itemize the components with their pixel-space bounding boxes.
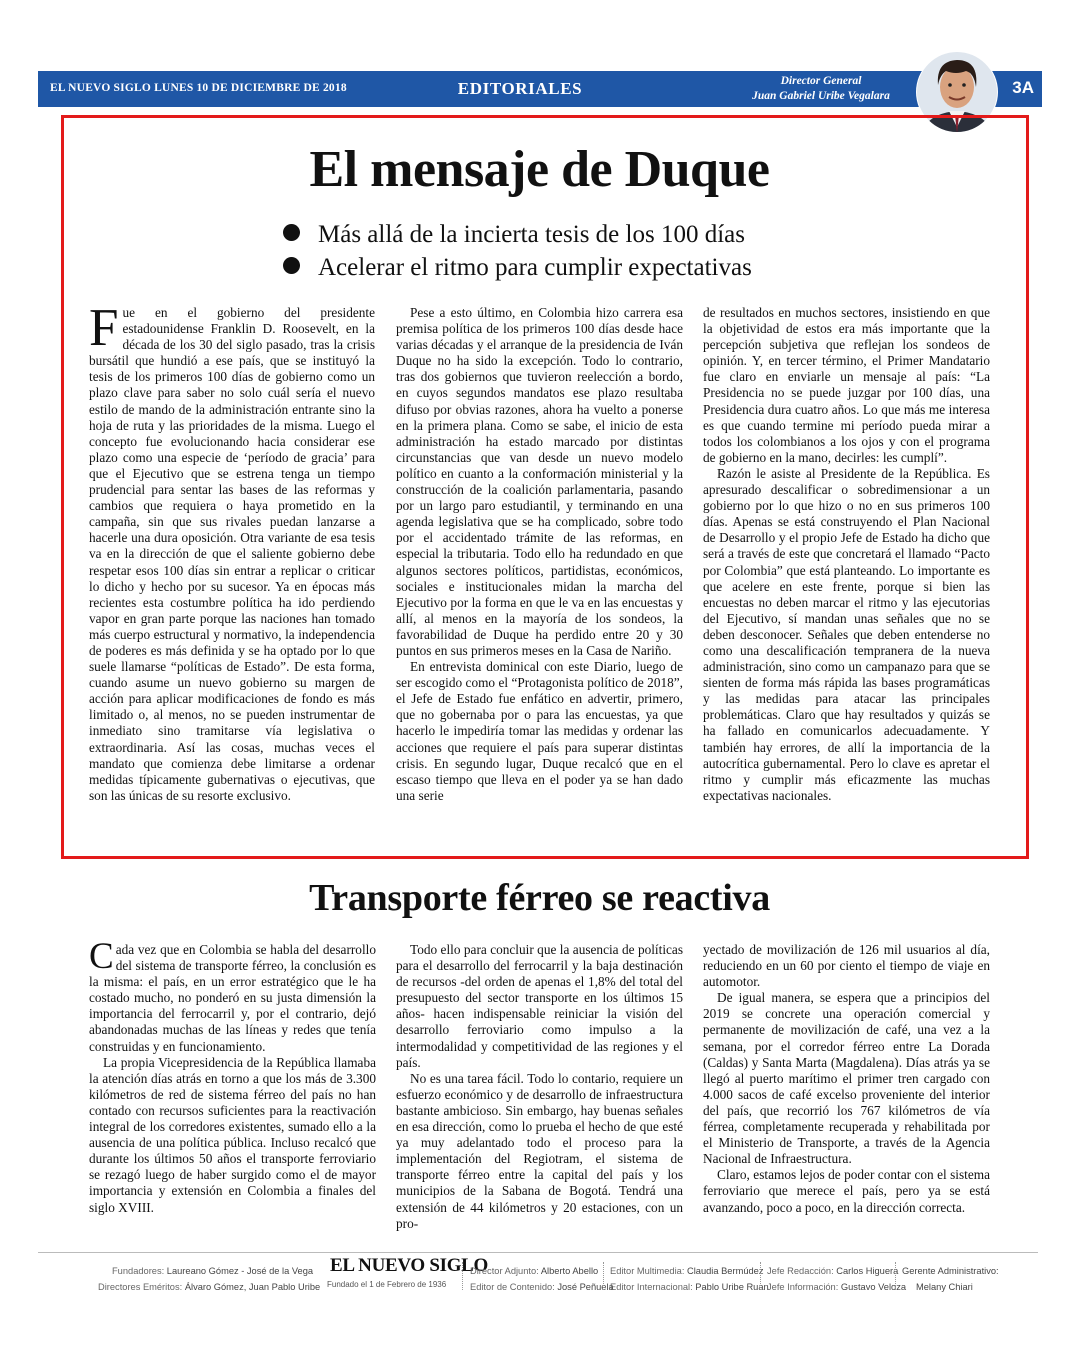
footer-multimedia: Editor Multimedia: Claudia Bermúdez <box>610 1266 764 1276</box>
bullet-dot-icon <box>283 257 300 274</box>
divider <box>603 1262 604 1290</box>
subhead-bullet: Más allá de la incierta tesis de los 100 días <box>283 219 745 251</box>
page-number: 3A <box>1012 78 1034 97</box>
editorial-title: Transporte férreo se reactiva <box>309 877 770 919</box>
footer-adjunto: Director Adjunto: Alberto Abello <box>470 1266 599 1276</box>
director-title: Director General <box>780 75 862 87</box>
director-block <box>706 74 936 104</box>
footer-rule <box>38 1252 1038 1253</box>
editorial-column-1: Fue en el gobierno del presidente estadounidense Franklin D. Roosevelt, en la década de los 30 del siglo pasado, tras la crisis bursátil que hundió a ese país, que se instituyó la tesis de los primeros 100 días de gobierno como un plazo clave para saber no solo cuál sería el nuevo estilo de mando de la administración entrante sino la hoja de ruta y las prioridades de la misma. Luego el concepto fue evolucionando hacia considerar ese plazo como una especie de ‘período de gracia’ para que el Ejecutivo que se estrena tenga un tiempo prudencial para sentar las bases de las reformas y cambios que requiera o haya prometido en la campaña, sin que sus rivales puedan lanzarse a hacerle una dura oposición. Otra variante de esa tesis va en la dirección de que el saliente gobierno debe respetar esos 100 días sin entrar a replicar o criticar lo dicho y hecho por su sucesor. Ya en épocas más recientes esta costumbre política ha ido perdiendo vapor en gran parte porque las naciones han tomado más cuerpo estructural y normativo, la independencia de poderes es más definida y se ha optado por lo que suele llamarse “políticas de Estado”. De esta forma, cuando asume un nuevo gobierno su margen de acción para aplicar modificaciones de fondo es más limitado o, al menos, no se pueden instrumentar de inmediato sino tramitarse vía legislativa o extraordinaria. Así las cosas, muchas veces el mandato que comienza debe limitarse a ordenar medidas típicamente gubernativas o ejecutivas, que son las únicas de su resorte exclusivo. <box>89 299 375 803</box>
footer-contenido: Editor de Contenido: José Peñuela <box>470 1282 614 1292</box>
divider <box>760 1262 761 1290</box>
footer-gerente: Gerente Administrativo: <box>902 1266 999 1276</box>
footer-emeritus: Directores Eméritos: Álvaro Gómez, Juan Pablo Uribe <box>98 1282 321 1292</box>
editorial-column-3: de resultados en muchos sectores, insistiendo en que la objetividad de estos era más importante que la percepción subjetiva que reflejan los sondeos de opinión. Y, en tercer término, el Primer Mandatario fue claro en enviarle un mensaje al país: “La Presidencia no se puede juzgar por 100 días, una Presidencia dura cuatro años. Lo que más me interesa es que cuando termine mi período pueda mirar a todos los colombianos a los ojos y con el programa de gobierno en la mano, decirles: les cumplí”. Razón le asiste al Presidente de la República. Es apresurado descalificar o sobredimensionar a un gobierno por lo que hizo o no en sus primeros 100 días. Apenas se está construyendo el Plan Nacional de Desarrollo y el propio Jefe de Estado ha dicho que será a través de este que concretará el llamado “Pacto por Colombia” que está planteando. Lo importante es que acelere en este frente, porque si bien las encuestas no deben marcar el ritmo y las ejecutorias del Ejecutivo, sí mandan unas señales que no se deben desconocer. Señales que deben entenderse no como una descalificación tempranera de la nueva administración, sino como un campanazo para que se sienten de forma más rápida las bases programáticas y las medidas para atacar las principales problemáticas. Claro que hay resultados y quizás se ha fallado en comunicarlos adecuadamente. Y también hay errores, de allí la importancia de la autocrítica gubernamental. Pero lo clave es apretar el ritmo y cumplir más eficazmente las muchas expectativas nacionales. <box>703 305 990 803</box>
editorial-column-2: Pese a esto último, en Colombia hizo carrera esa premisa política de los primeros 100 días desde hace varias décadas y el arranque de la presidencia de Iván Duque no ha sido la excepción. Todo lo contrario, tras dos gobiernos que tuvieron reelección a bordo, en cuyos segundos mandatos ese plazo resultaba difuso por obvias razones, ahora ha vuelto a ponerse en la primera plana. Como se sabe, el inicio de esta administración ha estado marcado por distintas circunstancias que van desde un nuevo modelo político en cuanto a la conformación ministerial y la construcción de la coalición parlamentaria, pasando por un largo paro estudiantil, y terminando en una agenda legislativa que se ha complicado, sobre todo por el accidentado trámite de las reformas, en especial la tributaria. Todo ello ha redundado en que algunos sectores políticos, partidistas, económicos, sociales e institucionales midan la marcha del Ejecutivo por la forma en que le va en las encuestas y allí, al menos en la mayoría de los sondeos, la favorabilidad de Duque ha perdido entre 20 y 30 puntos en sus primeros meses en la Casa de Nariño. En entrevista dominical con este Diario, luego de ser escogido como el “Protagonista político de 2018”, el Jefe de Estado fue enfático en advertir, primero, que no gobernaba por o para las encuestas, ya que hacerlo le impediría tomar las medidas y ordenar las acciones que requiere el país para superar distintas crisis. En segundo lugar, Duque recalcó que en el escaso tiempo que lleva en el poder ya se han dado una serie <box>396 305 683 803</box>
header-bar <box>38 71 1042 107</box>
footer-internacional: Editor Internacional: Pablo Uribe Ruan <box>610 1282 769 1292</box>
drop-cap: F <box>89 299 119 357</box>
footer-redaccion: Jefe Redacción: Carlos Higuera <box>767 1266 899 1276</box>
footer-informacion: Jefe Información: Gustavo Veloza <box>767 1282 907 1292</box>
editorial-column-1: Cada vez que en Colombia se habla del desarrollo del sistema de transporte férreo, la conclusión es la misma: el país, en un error estratégico que le ha costado mucho, no ponderó en su justa dimensión la importancia del ferrocarril y, por el contrario, dejó abandonadas muchas de las líneas y redes que tenía construidas y en funcionamiento. La propia Vicepresidencia de la República llamaba la atención días atrás en torno a que los más de 3.300 kilómetros de red de sistema férreo del país no han contado con recursos suficientes para la reactivación integral de los corredores existentes, sumado ello a la ausencia de una política pública. Incluso recalcó que durante los últimos 50 años el transporte ferroviario se rezagó luego de haber surgido como el de mayor importancia y extensión en Colombia a finales del siglo XVIII. <box>89 936 376 1215</box>
footer-gerente-name: Melany Chiari <box>916 1282 973 1292</box>
editorial-column-3: yectado de movilización de 126 mil usuarios al día, reduciendo en un 60 por ciento el tiempo de viaje en automotor. De igual manera, se espera que a principios del 2019 se concrete una operación comercial y permanente de movilización de café, una vez a la semana, por el corredor férreo entre La Dorada (Caldas) y Santa Marta (Magdalena). Días atrás ya se llegó al puerto marítimo el primer tren cargado con 4.000 sacos de café excelso proveniente del interior del país, que recorrió los 767 kilómetros de vía férrea, completamente recuperada y rehabilitada por el Ministerio de Transporte, a través de la Agencia Nacional de Infraestructura. Claro, estamos lejos de poder contar con el sistema ferroviario que merece el país, pero ya se está avanzando, poco a poco, en la dirección correcta. <box>703 942 990 1215</box>
footer-founders: Fundadores: Laureano Gómez - José de la Vega <box>112 1266 314 1276</box>
bullet-dot-icon <box>283 224 300 241</box>
section-title: EDITORIALES <box>457 79 583 98</box>
editorial-column-2: Todo ello para concluir que la ausencia de políticas para el desarrollo del ferrocarril y la baja destinación de recursos -del orden de apenas el 1,8% del total del presupuesto del sector transporte en los últimos 15 años- hacen indispensable reiniciar la visión del desarrollo ferroviario como impulso a la intermodalidad y competitividad de las regiones y el país. No es una tarea fácil. Todo lo contario, requiere un esfuerzo económico y de desarrollo de infraestructura bastante ambicioso. Sin embargo, hay buenas señales en esa dirección, como lo prueba el hecho de que esté ya muy adelantado todo el proceso para la implementación del Regiotram, el sistema de transporte férreo entre la capital del país y los municipios de la Sabana de Bogotá. Tendrá una extensión de 44 kilómetros y 20 estaciones, con un pro- <box>396 942 683 1231</box>
director-name: Juan Gabriel Uribe Vegalara <box>752 90 890 102</box>
editorial-title: El mensaje de Duque <box>309 141 770 198</box>
divider <box>895 1262 896 1290</box>
paper-date: EL NUEVO SIGLO LUNES 10 DE DICIEMBRE DE 2018 <box>50 82 347 94</box>
footer-logo: EL NUEVO SIGLO <box>330 1255 489 1276</box>
footer-founded: Fundado el 1 de Febrero de 1936 <box>327 1280 447 1289</box>
subhead-bullet: Acelerar el ritmo para cumplir expectativas <box>283 252 752 284</box>
drop-cap: C <box>89 936 114 977</box>
divider <box>462 1262 463 1290</box>
